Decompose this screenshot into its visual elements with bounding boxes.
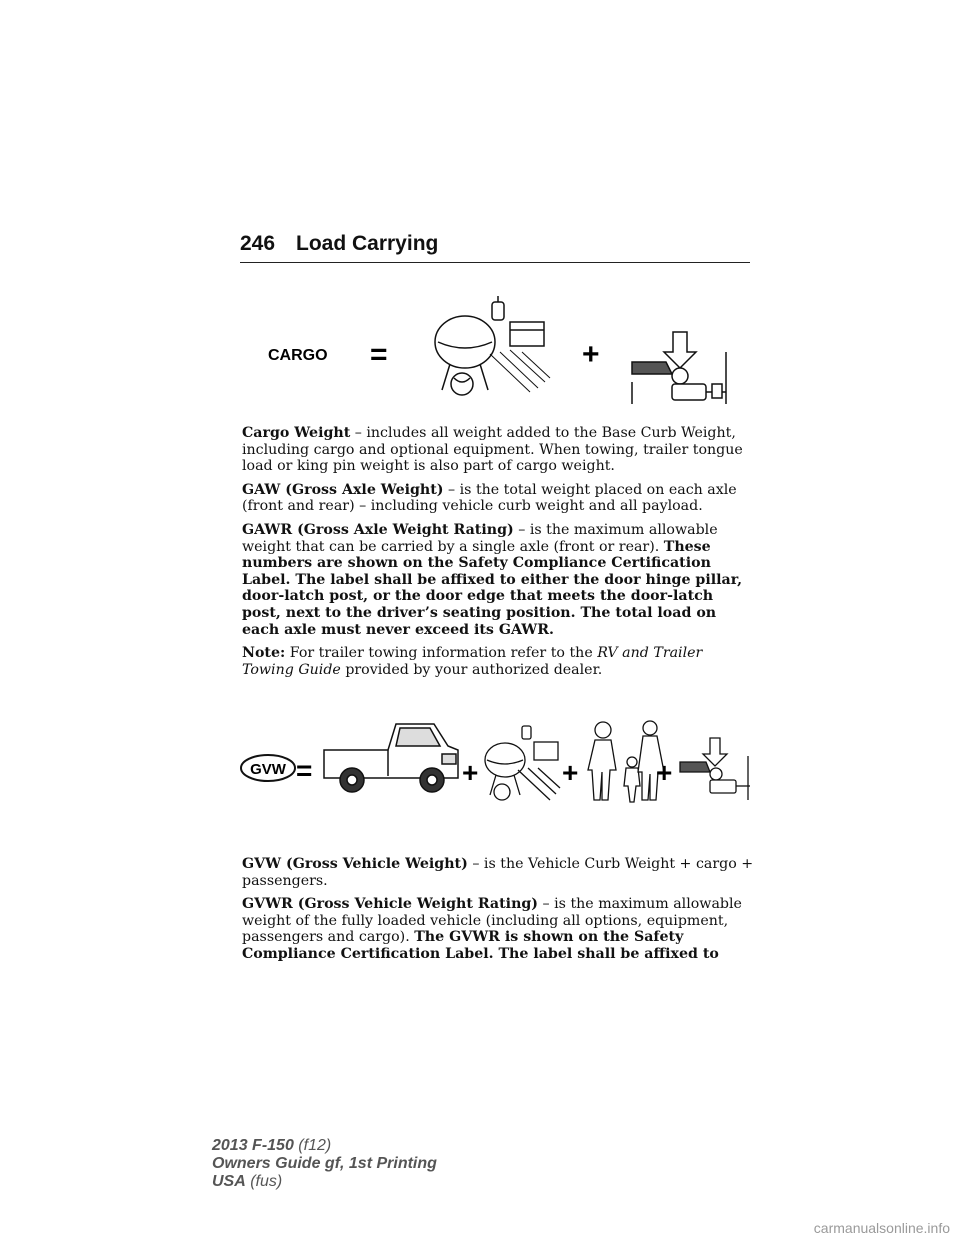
footer-model: 2013 F-150 xyxy=(212,1137,294,1154)
cargo-equation-svg xyxy=(260,292,730,412)
footer-market-code: (fus) xyxy=(245,1173,283,1190)
gvw-plus-sign-3: + xyxy=(656,757,673,788)
definitions-top xyxy=(242,425,754,685)
gvw-plus-sign-2: + xyxy=(562,757,579,788)
note-guide-title: RV and Trailer Towing Guide xyxy=(242,645,703,678)
text-gawr: – is the maximum allowable weight that can be carried by a single axle (front or rear). xyxy=(242,521,718,555)
cargo-label: CARGO xyxy=(268,347,328,364)
section-title: Load Carrying xyxy=(296,232,439,255)
footer-line-2: Owners Guide gf, 1st Printing xyxy=(212,1155,437,1172)
gvw-equation-svg xyxy=(240,710,752,810)
camping-gear-icon-small xyxy=(485,726,560,800)
gvw-plus-sign-1: + xyxy=(462,757,479,788)
footer-line-3 xyxy=(212,1173,437,1191)
paragraph-gaw xyxy=(242,482,754,515)
gvw-badge xyxy=(241,755,295,781)
paragraph-gawr xyxy=(242,522,754,638)
term-gaw: GAW (Gross Axle Weight) xyxy=(242,481,444,498)
gvw-equation-figure xyxy=(240,710,752,810)
footer-line-1 xyxy=(212,1137,437,1155)
paragraph-gvwr xyxy=(242,896,754,962)
definitions-bottom xyxy=(242,856,754,970)
pickup-truck-icon xyxy=(324,724,458,792)
term-gvw: GVW (Gross Vehicle Weight) xyxy=(242,856,468,872)
trailer-hitch-icon xyxy=(632,332,726,404)
term-cargo-weight: Cargo Weight xyxy=(242,425,351,441)
cargo-plus-sign: + xyxy=(582,338,600,371)
note-term: Note: xyxy=(242,645,286,662)
print-footer xyxy=(212,1137,437,1191)
text-gvwr-bold: The GVWR is shown on the Safety Compliance Certification Label. The label shall be affixed to xyxy=(242,929,719,962)
page-number: 246 xyxy=(240,232,276,255)
cargo-equals-sign: = xyxy=(370,338,388,371)
paragraph-note xyxy=(242,645,754,678)
text-gawr-bold: These numbers are shown on the Safety Compliance Certification Label. The label shall be affixed to either the door hinge pillar, door-latch post, or the door edge that meets the door-latch post, next to the driver’s seating position. The total load on each axle must never exceed its GAWR. xyxy=(242,538,743,638)
note-text: For trailer towing information refer to the xyxy=(285,645,598,662)
footer-market: USA xyxy=(212,1173,246,1190)
footer-model-code: (f12) xyxy=(293,1137,332,1154)
text-gvw: – is the Vehicle Curb Weight + cargo + passengers. xyxy=(242,856,754,889)
camping-gear-icon xyxy=(435,296,550,395)
paragraph-cargo-weight xyxy=(242,425,754,475)
watermark: carmanualsonline.info xyxy=(813,1220,950,1236)
passengers-icon xyxy=(588,721,664,802)
term-gawr: GAWR (Gross Axle Weight Rating) xyxy=(242,521,514,538)
note-tail: provided by your authorized dealer. xyxy=(340,661,603,678)
text-cargo-weight: – includes all weight added to the Base Curb Weight, including cargo and optional equipment. When towing, trailer tongue load or king pin weight is also part of cargo weight. xyxy=(242,425,743,475)
text-gvwr: – is the maximum allowable weight of the fully loaded vehicle (including all options, equipment, passengers and cargo). xyxy=(242,896,742,946)
text-gaw: – is the total weight placed on each axle (front and rear) – including vehicle curb weight and all payload. xyxy=(242,481,737,515)
gvw-equals-sign: = xyxy=(296,755,313,786)
gvw-label: GVW xyxy=(250,761,286,778)
cargo-equation-figure xyxy=(260,292,730,412)
term-gvwr: GVWR (Gross Vehicle Weight Rating) xyxy=(242,896,539,913)
page-header xyxy=(240,228,750,263)
paragraph-gvw xyxy=(242,856,754,889)
trailer-hitch-icon-small xyxy=(680,738,750,800)
